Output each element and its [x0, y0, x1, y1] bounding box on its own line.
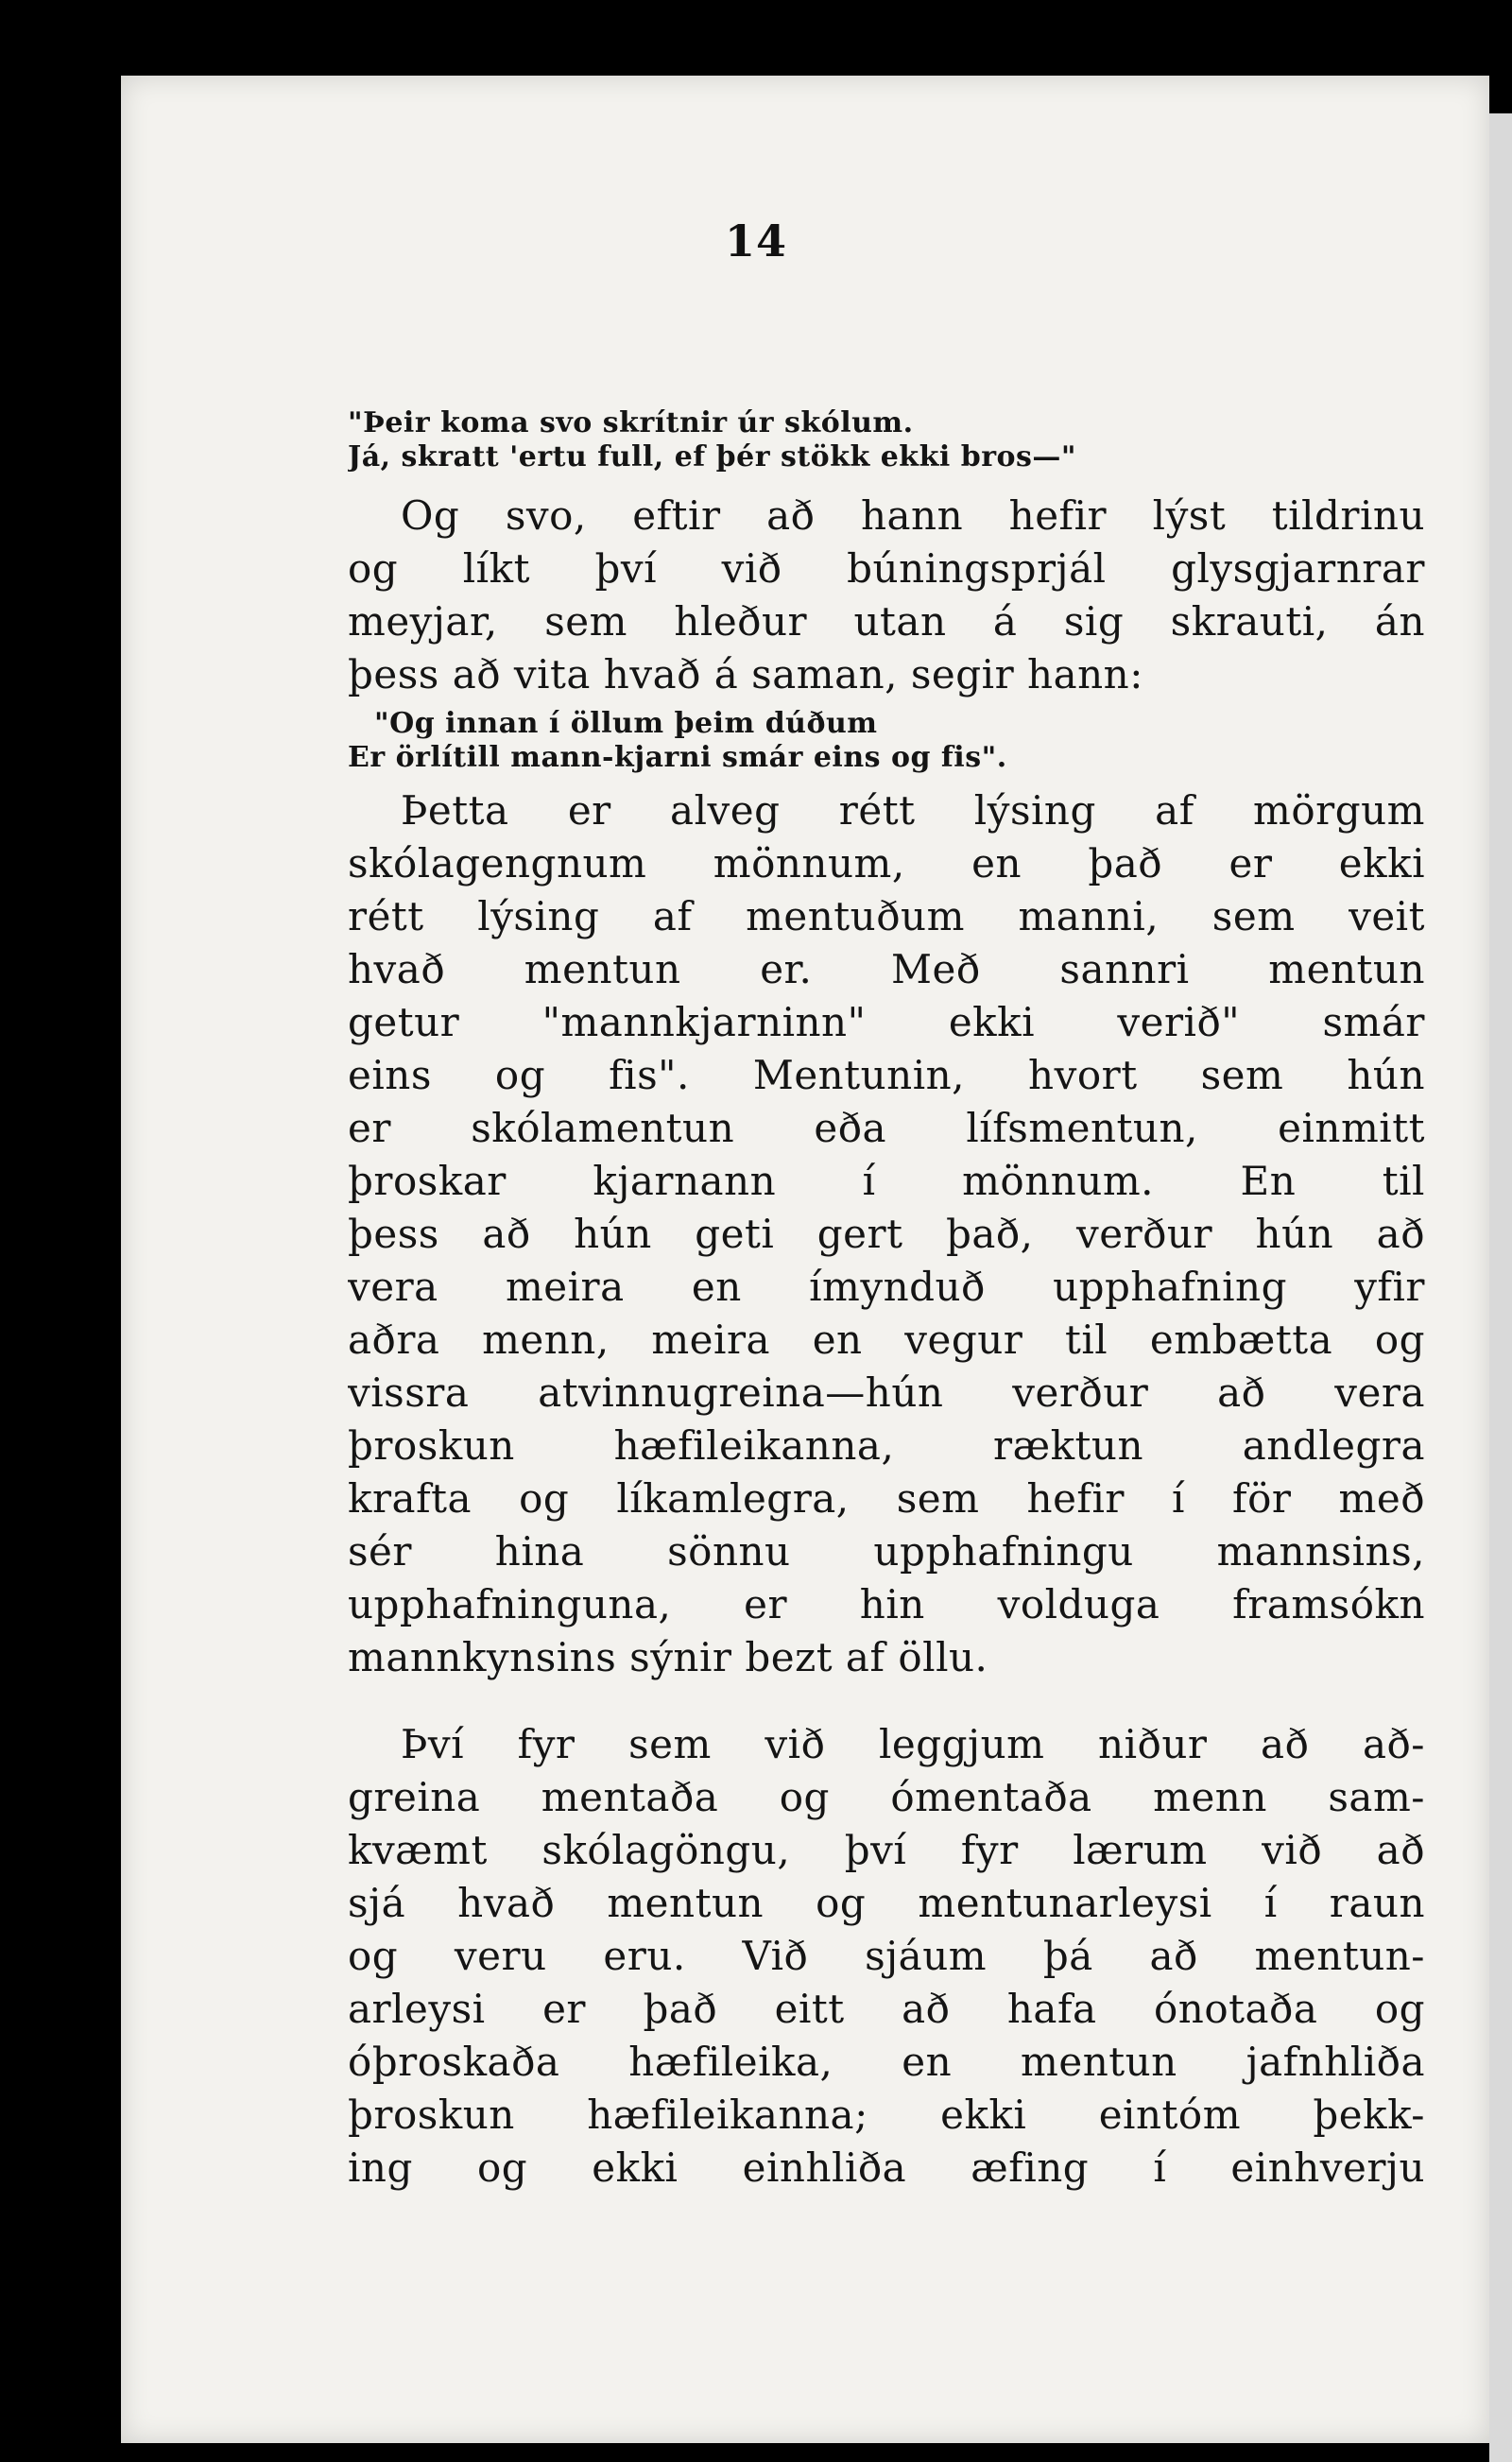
- verse-line: "Og innan í öllum þeim dúðum: [374, 707, 878, 740]
- verse-quote-2: [348, 707, 1425, 775]
- text-line: arleysi er það eitt að hafa ónotaða og: [348, 1986, 1425, 2032]
- text-line: meyjar, sem hleður utan á sig skrauti, án: [348, 598, 1425, 645]
- text-line: þess að hún geti gert það, verður hún að: [348, 1211, 1425, 1257]
- text-line: vissra atvinnugreina—hún verður að vera: [348, 1369, 1425, 1416]
- text-line: skólagengnum mönnum, en það er ekki: [348, 840, 1425, 887]
- paragraph-1: [348, 490, 1425, 701]
- page-edge: [1489, 113, 1512, 2462]
- text-line: sér hina sönnu upphafningu mannsins,: [348, 1528, 1425, 1575]
- text-line: kvæmt skólagöngu, því fyr lærum við að: [348, 1827, 1425, 1873]
- text-line: óþroskaða hæfileika, en mentun jafnhliða: [348, 2039, 1425, 2085]
- text-line: greina mentaða og ómentaða menn sam-: [348, 1774, 1425, 1820]
- text-line: mannkynsins sýnir bezt af öllu.: [348, 1634, 988, 1680]
- text-line: Og svo, eftir að hann hefir lýst tildrinu: [401, 492, 1425, 539]
- text-line: þroskun hæfileikanna; ekki eintóm þekk-: [348, 2092, 1425, 2138]
- text-line: og veru eru. Við sjáum þá að mentun-: [348, 1933, 1425, 1979]
- text-line: Því fyr sem við leggjum niður að að-: [401, 1721, 1425, 1767]
- text-line: ing og ekki einhliða æfing í einhverju: [348, 2144, 1425, 2191]
- text-line: þess að vita hvað á saman, segir hann:: [348, 651, 1143, 697]
- text-line: þroskar kjarnann í mönnum. En til: [348, 1158, 1425, 1204]
- text-line: þroskun hæfileikanna, ræktun andlegra: [348, 1422, 1425, 1469]
- text-line: er skólamentun eða lífsmentun, einmitt: [348, 1105, 1425, 1151]
- text-line: og líkt því við búningsprjál glysgjarnrar: [348, 545, 1425, 592]
- text-line: aðra menn, meira en vegur til embætta og: [348, 1317, 1425, 1363]
- paragraph-2: [348, 784, 1425, 1684]
- text-line: Þetta er alveg rétt lýsing af mörgum: [401, 787, 1425, 834]
- verse-line: "Þeir koma svo skrítnir úr skólum.: [348, 406, 914, 439]
- text-line: hvað mentun er. Með sannri mentun: [348, 946, 1425, 992]
- page-number: 14: [724, 215, 787, 267]
- text-line: krafta og líkamlegra, sem hefir í för með: [348, 1475, 1425, 1522]
- verse-quote-1: [348, 406, 1425, 474]
- text-line: upphafninguna, er hin volduga framsókn: [348, 1581, 1425, 1627]
- text-line: eins og fis". Mentunin, hvort sem hún: [348, 1052, 1425, 1098]
- text-line: rétt lýsing af mentuðum manni, sem veit: [348, 893, 1425, 939]
- text-line: getur "mannkjarninn" ekki verið" smár: [348, 999, 1425, 1045]
- text-line: sjá hvað mentun og mentunarleysi í raun: [348, 1880, 1425, 1926]
- verse-line: Er örlítill mann-kjarni smár eins og fis".: [348, 741, 1007, 774]
- paragraph-3: [348, 1718, 1425, 2195]
- text-line: vera meira en ímynduð upphafning yfir: [348, 1264, 1425, 1310]
- verse-line: Já, skratt 'ertu full, ef þér stökk ekki bros—": [348, 440, 1077, 473]
